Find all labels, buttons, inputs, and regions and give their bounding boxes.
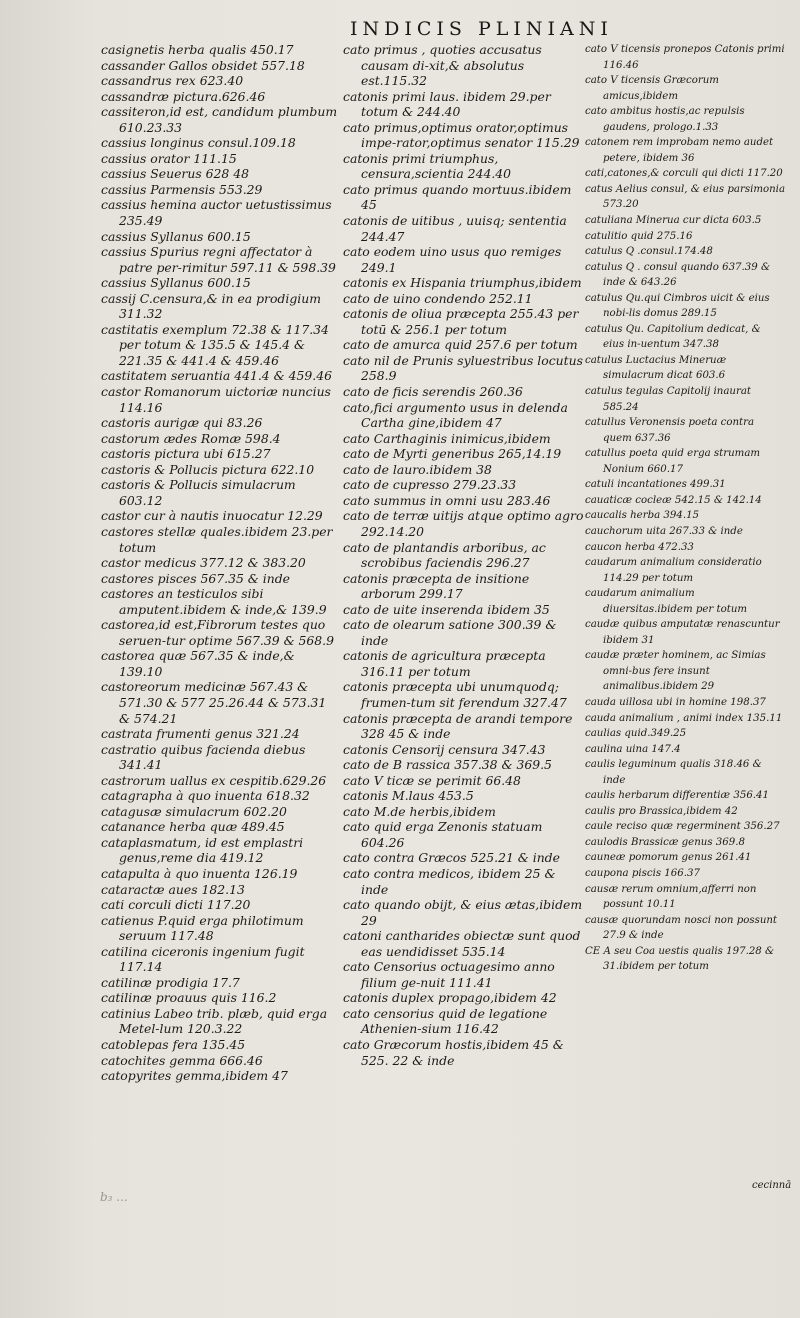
index-entry: catagusæ simulacrum 602.20 [101, 803, 287, 819]
index-entry: castorum ædes Romæ 598.4 [101, 430, 281, 446]
index-entry: caucon herba 472.33 [585, 541, 694, 553]
index-entry: catilinæ prodigia 17.7 [101, 974, 240, 990]
index-entry: catonis de oliua præcepta 255.43 per totū & 256.1 per totum [343, 306, 579, 337]
index-entry: caulodis Brassicæ genus 369.8 [585, 836, 745, 848]
index-entry: cato Censorius octuagesimo anno filium ge-nuit 111.41 [343, 959, 555, 990]
index-entry: cassandræ pictura.626.46 [101, 88, 266, 104]
index-entry: cato M.de herbis,ibidem [343, 803, 496, 819]
index-entry: cato de uite inserenda ibidem 35 [343, 601, 550, 617]
index-entry: caule reciso quæ regerminent 356.27 [585, 821, 780, 833]
index-entry: cauaticæ cocleæ 542.15 & 142.14 [585, 494, 762, 506]
index-entry: castitatis exemplum 72.38 & 117.34 per totum & 135.5 & 145.4 & 221.35 & 441.4 & 459.46 [101, 321, 329, 368]
index-entry: castor Romanorum uictoriæ nuncius 114.16 [101, 384, 331, 415]
index-entry: catonis præcepta de arandi tempore 328 45 & inde [343, 710, 573, 742]
index-entry: catanance herba quæ 489.45 [101, 819, 285, 835]
index-entry: catulus Q .consul.174.48 [585, 246, 713, 258]
index-entry: cassiteron,id est, candidum plumbum 610.23.33 [101, 104, 338, 135]
index-entry: cassius Syllanus 600.15 [101, 228, 251, 244]
index-entry: castor medicus 377.12 & 383.20 [101, 555, 306, 571]
index-entry: cato nil de Prunis syluestribus locutus 258.9 [343, 352, 583, 384]
index-entry: cato de lauro.ibidem 38 [343, 461, 492, 477]
index-entry: cato Carthaginis inimicus,ibidem [343, 430, 551, 446]
index-entry: caudæ quibus amputatæ renascuntur ibidem 31 [585, 619, 780, 646]
index-entry: cato eodem uino usus quo remiges 249.1 [343, 244, 562, 275]
index-entry: cauchorum uita 267.33 & inde [585, 525, 743, 537]
index-entry: caucalis herba 394.15 [585, 510, 700, 522]
index-entry: cauda uillosa ubi in homine 198.37 [585, 696, 766, 708]
index-entry: catoblepas fera 135.45 [101, 1037, 246, 1052]
index-entry: cato de plantandis arboribus, ac scrobibus faciendis 296.27 [343, 539, 546, 571]
index-entry: caudarum animalium consideratio 114.29 per totum [585, 557, 762, 584]
index-entry: cato de olearum satione 300.39 & inde [343, 617, 557, 648]
index-entry: cato de amurca quid 257.6 per totum [343, 337, 578, 353]
index-entry: catagrapha à quo inuenta 618.32 [101, 788, 310, 804]
index-entry: castrorum uallus ex cespitib.629.26 [101, 772, 327, 788]
index-entry: cassij C.censura,& in ea prodigium 311.32 [101, 290, 321, 322]
index-entry: cato de uino condendo 252.11 [343, 290, 533, 306]
index-entry: catonis de agricultura præcepta 316.11 per totum [343, 648, 546, 679]
index-entry: catonis ex Hispania triumphus,ibidem [343, 275, 582, 291]
index-entry: catonis duplex propago,ibidem 42 [343, 990, 557, 1006]
index-entry: castores pisces 567.35 & inde [101, 570, 290, 586]
index-entry: catus Aelius consul, & eius parsimonia 573.20 [585, 183, 786, 211]
index-entry: cato V ticæ se perimit 66.48 [343, 772, 521, 788]
index-entry: cato primus quando mortuus.ibidem 45 [343, 181, 572, 213]
index-entry: cato de cupresso 279.23.33 [343, 477, 517, 493]
index-entry: castoris & Pollucis pictura 622.10 [101, 461, 315, 477]
index-entry: cato contra medicos, ibidem 25 & inde [343, 865, 556, 897]
index-column-2 [343, 42, 586, 1068]
index-entry: catuli incantationes 499.31 [585, 479, 726, 491]
index-entry: catulus Luctacius Mineruæ simulacrum dicat 603.6 [585, 354, 727, 382]
catchword: cecinnā [752, 1180, 792, 1191]
index-entry: causæ rerum omnium,afferri non possunt 10.11 [585, 883, 757, 911]
index-entry: catonis primi laus. ibidem 29.per totum & 244.40 [343, 88, 551, 120]
index-entry: catonis Censorij censura 347.43 [343, 741, 546, 757]
index-entry: cato contra Græcos 525.21 & inde [343, 850, 560, 866]
index-entry: castoris aurigæ qui 83.26 [101, 415, 263, 431]
index-column-3 [585, 42, 785, 975]
index-entry: cassius longinus consul.109.18 [101, 135, 296, 151]
index-entry: castoris & Pollucis simulacrum 603.12 [101, 477, 296, 508]
signature-mark: b₃ ... [100, 1190, 128, 1204]
index-entry: cato de ficis serendis 260.36 [343, 384, 523, 400]
index-entry: caupona piscis 166.37 [585, 867, 700, 879]
index-entry: cato primus , quoties accusatus causam di-xit,& absolutus est.115.32 [343, 42, 542, 89]
index-entry: castores an testiculos sibi amputent.ibidem & inde,& 139.9 [101, 586, 327, 617]
index-entry: castrata frumenti genus 321.24 [101, 726, 300, 742]
index-entry: caulis leguminum qualis 318.46 & inde [585, 759, 762, 786]
index-entry: caulis herbarum differentiæ 356.41 [585, 790, 770, 802]
index-entry: cauda animalium , animi index 135.11 [585, 712, 783, 724]
index-entry: catoni cantharides obiectæ sunt quod eas uendidisset 535.14 [343, 928, 581, 959]
index-entry: cassius hemina auctor uetustissimus 235.49 [101, 197, 332, 229]
index-entry: castorea,id est,Fibrorum testes quo seruen-tur optime 567.39 & 568.9 [101, 617, 335, 648]
index-entry: castitatem seruantia 441.4 & 459.46 [101, 368, 332, 384]
index-entry: catonis M.laus 453.5 [343, 788, 474, 804]
index-entry: cato de Myrti generibus 265,14.19 [343, 446, 562, 462]
index-entry: catilina ciceronis ingenium fugit 117.14 [101, 943, 305, 975]
index-entry: catulitio quid 275.16 [585, 230, 693, 242]
index-entry: cassius Seuerus 628 48 [101, 166, 249, 182]
index-entry: catinius Labeo trib. plæb, quid erga Metel-lum 120.3.22 [101, 1005, 328, 1037]
index-entry: catulus Q . consul quando 637.39 & inde & 643.26 [585, 261, 771, 289]
index-entry: caulias quid.349.25 [585, 728, 687, 740]
index-entry: catulus tegulas Capitolij inaurat 585.24 [585, 386, 752, 413]
index-entry: catilinæ proauus quis 116.2 [101, 990, 277, 1006]
index-entry: caulina uina 147.4 [585, 743, 681, 755]
index-column-1 [101, 42, 341, 1084]
running-head: INDICIS PLINIANI [350, 18, 613, 40]
index-entry: castores stellæ quales.ibidem 23.per totum [101, 523, 333, 555]
index-entry: causæ quorundam nosci non possunt 27.9 & inde [585, 914, 778, 942]
index-entry: cato censorius quid de legatione Athenien-sium 116.42 [343, 1005, 548, 1037]
index-entry: caudarum animalium diuersitas.ibidem per totum [585, 588, 748, 615]
index-entry: cato de B rassica 357.38 & 369.5 [343, 757, 552, 773]
index-entry: cauneæ pomorum genus 261.41 [585, 852, 752, 864]
index-entry: catonis præcepta ubi unumquodq; frumen-tum sit ferendum 327.47 [343, 679, 567, 710]
index-entry: cato,fici argumento usus in delenda Cartha gine,ibidem 47 [343, 399, 568, 431]
index-entry: cati,catones,& corculi qui dicti 117.20 [585, 168, 783, 180]
index-entry: cato Græcorum hostis,ibidem 45 & 525. 22 & inde [343, 1037, 564, 1068]
index-entry: catulus Qu.qui Cimbros uicit & eius nobi-lis domus 289.15 [585, 292, 770, 320]
index-entry: cataractæ aues 182.13 [101, 881, 245, 897]
index-entry: cati corculi dicti 117.20 [101, 897, 251, 913]
index-entry: cassius orator 111.15 [101, 150, 237, 166]
index-entry: cato primus,optimus orator,optimus impe-rator,optimus senator 115.29 [343, 119, 580, 151]
index-entry: cassander Gallos obsidet 557.18 [101, 57, 305, 73]
index-entry: casignetis herba qualis 450.17 [101, 42, 294, 57]
index-entry: catochites gemma 666.46 [101, 1052, 263, 1068]
index-entry: catonem rem improbam nemo audet petere, ibidem 36 [585, 137, 774, 164]
index-entry: catulus Qu. Capitolium dedicat, & eius in-uentum 347.38 [585, 323, 761, 351]
index-entry: cataplasmatum, id est emplastri genus,reme dia 419.12 [101, 834, 304, 866]
index-entry: castoreorum medicinæ 567.43 & 571.30 & 577 25.26.44 & 573.31 & 574.21 [101, 679, 327, 726]
index-entry: catonis de uitibus , uuisq; sententia 244.47 [343, 213, 567, 244]
index-entry: cato summus in omni usu 283.46 [343, 492, 551, 508]
index-entry: catuliana Minerua cur dicta 603.5 [585, 215, 762, 227]
index-entry: castor cur à nautis inuocatur 12.29 [101, 508, 323, 524]
index-entry: cato V ticensis pronepos Catonis primi 116.46 [585, 44, 785, 71]
index-entry: catopyrites gemma,ibidem 47 [101, 1068, 288, 1084]
index-entry: catullus Veronensis poeta contra quem 637.36 [585, 417, 755, 444]
index-entry: catienus P.quid erga philotimum seruum 117.48 [101, 912, 304, 944]
index-entry: cato quid erga Zenonis statuam 604.26 [343, 819, 543, 850]
index-entry: castratio quibus facienda diebus 341.41 [101, 741, 306, 773]
index-entry: cato de terræ uitijs atque optimo agro 292.14.20 [343, 508, 584, 539]
index-entry: cato quando obijt, & eius ætas,ibidem 29 [343, 897, 583, 928]
index-entry: cassius Spurius regni affectator à patre per-rimitur 597.11 & 598.39 [101, 244, 336, 275]
index-entry: cassius Parmensis 553.29 [101, 181, 263, 197]
index-entry: castorea quæ 567.35 & inde,& 139.10 [101, 648, 295, 679]
index-entry: castoris pictura ubi 615.27 [101, 446, 271, 462]
index-entry: cassius Syllanus 600.15 [101, 275, 251, 291]
index-entry: caulis pro Brassica,ibidem 42 [585, 805, 738, 817]
index-entry: catonis primi triumphus, censura,scientia 244.40 [343, 150, 512, 182]
index-entry: catonis præcepta de insitione arborum 299.17 [343, 570, 530, 602]
index-entry: caudæ præter hominem, ac Simias omni-bus fere insunt animalibus.ibidem 29 [585, 650, 766, 693]
index-entry: catullus poeta quid erga strumam Nonium 660.17 [585, 448, 761, 475]
index-entry: cato V ticensis Græcorum amicus,ibidem [585, 75, 719, 102]
index-entry: CE A seu Coa uestis qualis 197.28 & 31.ibidem per totum [585, 945, 775, 973]
index-entry: catapulta à quo inuenta 126.19 [101, 865, 298, 881]
index-entry: cassandrus rex 623.40 [101, 73, 244, 89]
index-entry: cato ambitus hostis,ac repulsis gaudens, prologo.1.33 [585, 106, 745, 133]
